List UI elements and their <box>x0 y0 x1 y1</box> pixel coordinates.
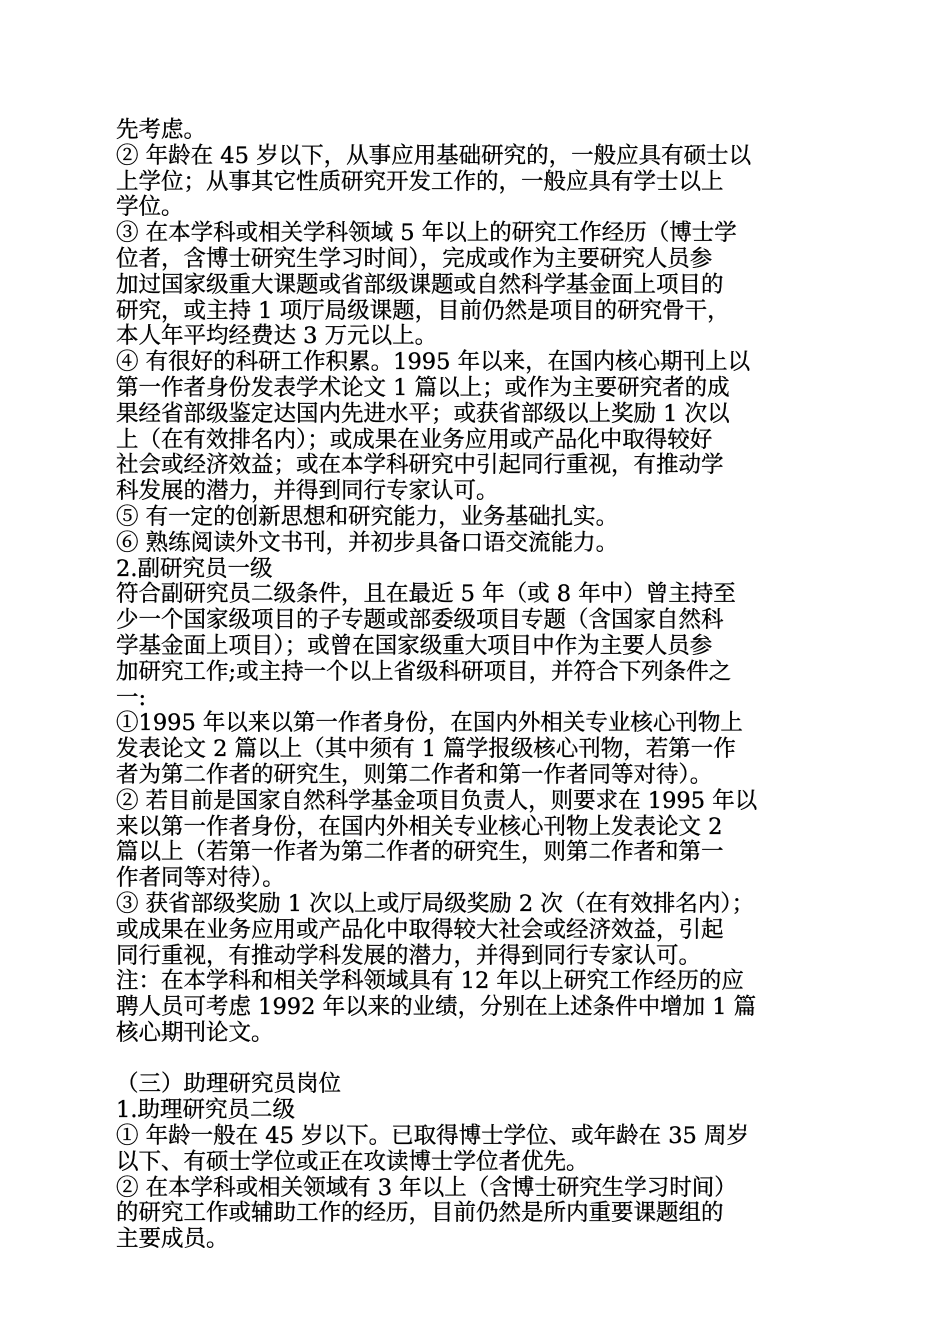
text-line: 少一个国家级项目的子专题或部委级项目专题（含国家自然科 <box>116 607 724 634</box>
text-line: 果经省部级鉴定达国内先进水平；或获省部级以上奖励 1 次以 <box>116 400 730 427</box>
text-line: 研究，或主持 1 项厅局级课题，目前仍然是项目的研究骨干， <box>116 297 730 324</box>
note-line: 注：在本学科和相关学科领域具有 12 年以上研究工作经历的应 <box>116 968 744 995</box>
text-line: 先考虑。 <box>116 117 207 143</box>
text-line: 者为第二作者的研究生，则第二作者和第一作者同等对待）。 <box>116 761 713 788</box>
text-line: 作者同等对待）。 <box>116 865 285 892</box>
text-line: 第一作者身份发表学术论文 1 篇以上；或作为主要研究者的成 <box>116 374 730 401</box>
text-line: ③ 获省部级奖励 1 次以上或厅局级奖励 2 次（在有效排名内）； <box>116 890 755 917</box>
text-line: 学位。 <box>116 194 184 221</box>
text-line: 来以第一作者身份，在国内外相关专业核心刊物上发表论文 2 <box>116 813 723 840</box>
text-line: 加过国家级重大课题或省部级课题或自然科学基金面上项目的 <box>116 271 724 298</box>
text-line: ② 年龄在 45 岁以下，从事应用基础研究的，一般应具有硕士以 <box>116 142 752 169</box>
note-line: 核心期刊论文。 <box>116 1019 274 1046</box>
section-heading: 2.副研究员一级 <box>116 555 273 582</box>
text-line: 或成果在业务应用或产品化中取得较大社会或经济效益，引起 <box>116 916 724 943</box>
text-line: ⑤ 有一定的创新思想和研究能力，业务基础扎实。 <box>116 503 619 530</box>
text-line: 发表论文 2 篇以上（其中须有 1 篇学报级核心刊物，若第一作 <box>116 736 736 763</box>
text-line: 位者，含博士研究生学习时间），完成或作为主要研究人员参 <box>116 245 713 272</box>
note-line: 聘人员可考虑 1992 年以来的业绩，分别在上述条件中增加 1 篇 <box>116 994 757 1021</box>
text-line: ② 若目前是国家自然科学基金项目负责人，则要求在 1995 年以 <box>116 787 758 814</box>
text-line: 符合副研究员二级条件，且在最近 5 年（或 8 年中）曾主持至 <box>116 581 736 608</box>
text-line: 本人年平均经费达 3 万元以上。 <box>116 323 438 350</box>
text-line: 以下、有硕士学位或正在攻读博士学位者优先。 <box>116 1148 589 1175</box>
text-line: 社会或经济效益；或在本学科研究中引起同行重视，有推动学 <box>116 452 724 479</box>
text-line: 上学位；从事其它性质研究开发工作的，一般应具有学士以上 <box>116 168 724 195</box>
subsection-heading: 1.助理研究员二级 <box>116 1097 295 1124</box>
text-line: 篇以上（若第一作者为第二作者的研究生，则第二作者和第一 <box>116 839 724 866</box>
text-line: 一: <box>116 684 147 711</box>
text-line: 科发展的潜力，并得到同行专家认可。 <box>116 478 499 505</box>
document-body <box>116 118 816 1253</box>
section-heading: （三）助理研究员岗位 <box>116 1071 342 1098</box>
text-line: ⑥ 熟练阅读外文书刊，并初步具备口语交流能力。 <box>116 529 619 556</box>
blank-line <box>116 1047 816 1073</box>
text-line: ③ 在本学科或相关学科领域 5 年以上的研究工作经历（博士学 <box>116 220 737 247</box>
text-line: 上（在有效排名内）；或成果在业务应用或产品化中取得较好 <box>116 426 713 453</box>
text-line: ①1995 年以来以第一作者身份，在国内外相关专业核心刊物上 <box>116 710 743 737</box>
text-line: ② 在本学科或相关领域有 3 年以上（含博士研究生学习时间） <box>116 1174 737 1201</box>
text-line: 主要成员。 <box>116 1226 229 1253</box>
text-line: 加研究工作;或主持一个以上省级科研项目，并符合下列条件之 <box>116 658 732 685</box>
text-line: ④ 有很好的科研工作积累。1995 年以来，在国内核心期刊上以 <box>116 349 751 376</box>
text-line: 学基金面上项目）；或曾在国家级重大项目中作为主要人员参 <box>116 632 713 659</box>
text-line: 的研究工作或辅助工作的经历，目前仍然是所内重要课题组的 <box>116 1200 724 1227</box>
text-line: 同行重视，有推动学科发展的潜力，并得到同行专家认可。 <box>116 942 702 969</box>
text-line: ① 年龄一般在 45 岁以下。已取得博士学位、或年龄在 35 周岁 <box>116 1123 750 1150</box>
